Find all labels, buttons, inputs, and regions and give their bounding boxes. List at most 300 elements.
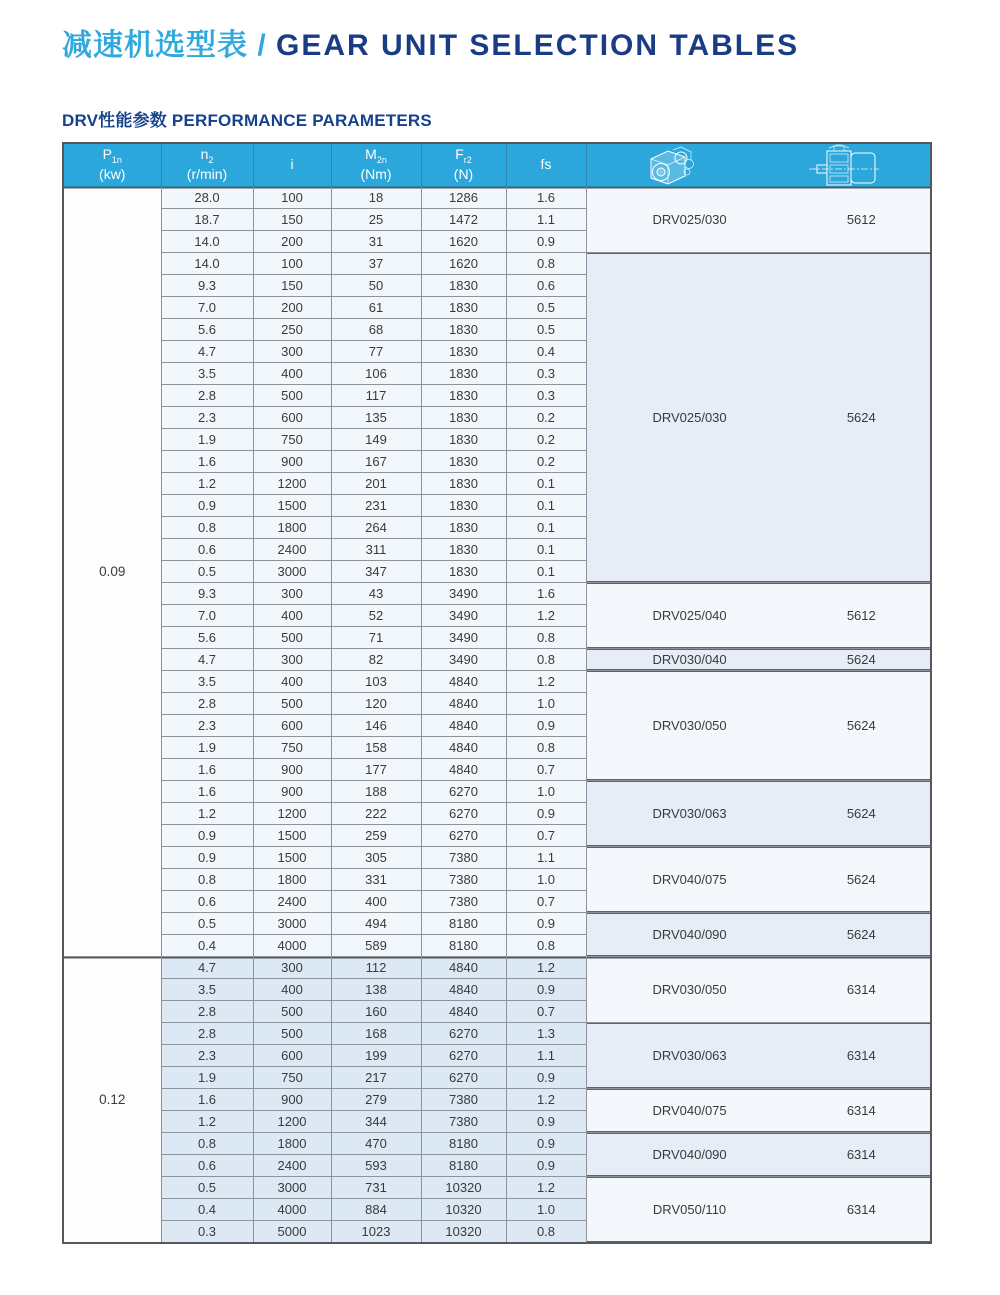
table-cell: 120 bbox=[331, 693, 421, 715]
bearing-number: 5624 bbox=[846, 652, 876, 667]
table-cell: 8180 bbox=[421, 935, 506, 957]
table-cell: 1.6 bbox=[506, 187, 586, 209]
table-cell: 117 bbox=[331, 385, 421, 407]
table-cell: 4.7 bbox=[161, 649, 253, 671]
table-row bbox=[63, 1089, 931, 1111]
table-cell: 500 bbox=[253, 627, 331, 649]
table-cell: 1830 bbox=[421, 539, 506, 561]
header-row bbox=[63, 143, 931, 187]
table-cell: 300 bbox=[253, 957, 331, 979]
table-cell: 1830 bbox=[421, 363, 506, 385]
table-cell: 4840 bbox=[421, 759, 506, 781]
table-cell: 300 bbox=[253, 583, 331, 605]
table-cell: 0.1 bbox=[506, 561, 586, 583]
table-cell: 112 bbox=[331, 957, 421, 979]
section-subtitle: DRV性能参数 PERFORMANCE PARAMETERS bbox=[62, 111, 432, 130]
table-cell: 100 bbox=[253, 253, 331, 275]
table-cell: 1830 bbox=[421, 341, 506, 363]
table-cell: 344 bbox=[331, 1111, 421, 1133]
table-cell: 168 bbox=[331, 1023, 421, 1045]
table-cell: 5.6 bbox=[161, 627, 253, 649]
table-cell: 600 bbox=[253, 715, 331, 737]
bearing-number: 5624 bbox=[846, 718, 876, 733]
model-name: DRV025/030 bbox=[652, 410, 727, 425]
model-bearing-cell bbox=[586, 781, 931, 847]
table-cell: 884 bbox=[331, 1199, 421, 1221]
table-cell: 1830 bbox=[421, 385, 506, 407]
table-row bbox=[63, 1177, 931, 1199]
model-bearing-cell bbox=[586, 583, 931, 649]
table-cell: 0.6 bbox=[161, 539, 253, 561]
table-cell: 1830 bbox=[421, 561, 506, 583]
table-cell: 1620 bbox=[421, 253, 506, 275]
table-cell: 4840 bbox=[421, 693, 506, 715]
table-cell: 177 bbox=[331, 759, 421, 781]
table-cell: 1.2 bbox=[161, 803, 253, 825]
table-cell: 1.0 bbox=[506, 781, 586, 803]
table-cell: 400 bbox=[253, 363, 331, 385]
column-header-p1n: $P_{1n}$ (kw) bbox=[63, 143, 161, 187]
table-cell: 1.6 bbox=[161, 451, 253, 473]
column-header-i: i bbox=[253, 143, 331, 187]
model-name: DRV040/075 bbox=[652, 872, 727, 887]
table-cell: 3.5 bbox=[161, 979, 253, 1001]
table-cell: 0.9 bbox=[506, 1133, 586, 1155]
table-cell: 3000 bbox=[253, 913, 331, 935]
model-bearing-cell bbox=[586, 187, 931, 253]
bearing-number: 6314 bbox=[846, 1103, 876, 1118]
table-cell: 5000 bbox=[253, 1221, 331, 1243]
model-name: DRV030/050 bbox=[652, 718, 727, 733]
table-cell: 1286 bbox=[421, 187, 506, 209]
table-cell: 0.8 bbox=[506, 935, 586, 957]
table-cell: 6270 bbox=[421, 1023, 506, 1045]
model-bearing-cell bbox=[586, 1089, 931, 1133]
table-cell: 200 bbox=[253, 297, 331, 319]
table-cell: 1200 bbox=[253, 803, 331, 825]
table-cell: 167 bbox=[331, 451, 421, 473]
table-row bbox=[63, 671, 931, 693]
model-name: DRV025/030 bbox=[652, 212, 727, 227]
table-cell: 1.6 bbox=[161, 1089, 253, 1111]
table-cell: 0.2 bbox=[506, 451, 586, 473]
table-cell: 82 bbox=[331, 649, 421, 671]
table-cell: 1200 bbox=[253, 473, 331, 495]
table-cell: 1.2 bbox=[506, 605, 586, 627]
table-cell: 106 bbox=[331, 363, 421, 385]
table-cell: 14.0 bbox=[161, 231, 253, 253]
table-cell: 7380 bbox=[421, 847, 506, 869]
model-bearing-cell bbox=[586, 913, 931, 957]
table-cell: 160 bbox=[331, 1001, 421, 1023]
table-cell: 68 bbox=[331, 319, 421, 341]
bearing-number: 5624 bbox=[846, 872, 876, 887]
table-cell: 1200 bbox=[253, 1111, 331, 1133]
model-bearing-cell bbox=[586, 1023, 931, 1089]
table-cell: 149 bbox=[331, 429, 421, 451]
table-cell: 43 bbox=[331, 583, 421, 605]
table-cell: 3490 bbox=[421, 649, 506, 671]
table-cell: 0.8 bbox=[506, 253, 586, 275]
model-name: DRV025/040 bbox=[652, 608, 727, 623]
table-cell: 4.7 bbox=[161, 341, 253, 363]
table-cell: 4840 bbox=[421, 671, 506, 693]
table-cell: 900 bbox=[253, 781, 331, 803]
table-cell: 1.6 bbox=[161, 781, 253, 803]
table-cell: 600 bbox=[253, 407, 331, 429]
column-header-fr2: $F_{r2}$ (N) bbox=[421, 143, 506, 187]
table-cell: 158 bbox=[331, 737, 421, 759]
table-cell: 1830 bbox=[421, 473, 506, 495]
table-cell: 400 bbox=[253, 979, 331, 1001]
model-name: DRV030/040 bbox=[652, 652, 727, 667]
table-cell: 0.9 bbox=[506, 1067, 586, 1089]
bearing-number: 6314 bbox=[846, 1048, 876, 1063]
table-cell: 331 bbox=[331, 869, 421, 891]
table-cell: 3000 bbox=[253, 561, 331, 583]
table-cell: 1830 bbox=[421, 517, 506, 539]
table-cell: 52 bbox=[331, 605, 421, 627]
table-cell: 3490 bbox=[421, 583, 506, 605]
table-cell: 347 bbox=[331, 561, 421, 583]
table-cell: 146 bbox=[331, 715, 421, 737]
table-cell: 400 bbox=[253, 671, 331, 693]
table-cell: 4840 bbox=[421, 979, 506, 1001]
model-name: DRV030/050 bbox=[652, 982, 727, 997]
bearing-number: 5624 bbox=[846, 927, 876, 942]
table-cell: 1.2 bbox=[161, 1111, 253, 1133]
table-cell: 0.5 bbox=[161, 561, 253, 583]
table-cell: 2400 bbox=[253, 1155, 331, 1177]
page-title-chinese: 减速机选型表 / bbox=[62, 29, 277, 62]
table-cell: 0.4 bbox=[161, 935, 253, 957]
column-header-fs: fs bbox=[506, 143, 586, 187]
table-cell: 5.6 bbox=[161, 319, 253, 341]
bearing-number: 5612 bbox=[846, 608, 876, 623]
table-cell: 2.3 bbox=[161, 1045, 253, 1067]
table-cell: 0.9 bbox=[161, 847, 253, 869]
table-cell: 9.3 bbox=[161, 275, 253, 297]
table-cell: 1.1 bbox=[506, 209, 586, 231]
table-row bbox=[63, 1023, 931, 1045]
table-cell: 2.8 bbox=[161, 1001, 253, 1023]
table-cell: 1.6 bbox=[161, 759, 253, 781]
table-cell: 0.9 bbox=[506, 803, 586, 825]
table-cell: 0.6 bbox=[506, 275, 586, 297]
table-cell: 3490 bbox=[421, 605, 506, 627]
table-cell: 0.9 bbox=[161, 825, 253, 847]
table-cell: 201 bbox=[331, 473, 421, 495]
model-bearing-cell bbox=[586, 253, 931, 583]
table-row bbox=[63, 583, 931, 605]
table-cell: 18.7 bbox=[161, 209, 253, 231]
table-cell: 494 bbox=[331, 913, 421, 935]
table-cell: 0.9 bbox=[506, 979, 586, 1001]
table-cell: 0.3 bbox=[506, 363, 586, 385]
column-header-m2n: $M_{2n}$ (Nm) bbox=[331, 143, 421, 187]
table-cell: 0.7 bbox=[506, 759, 586, 781]
bearing-number: 5624 bbox=[846, 806, 876, 821]
table-cell: 4000 bbox=[253, 1199, 331, 1221]
table-cell: 7380 bbox=[421, 891, 506, 913]
table-cell: 6270 bbox=[421, 825, 506, 847]
performance-table bbox=[62, 142, 932, 1244]
table-cell: 7380 bbox=[421, 1111, 506, 1133]
table-cell: 7.0 bbox=[161, 605, 253, 627]
table-cell: 7.0 bbox=[161, 297, 253, 319]
table-row bbox=[63, 957, 931, 979]
table-cell: 231 bbox=[331, 495, 421, 517]
table-cell: 1500 bbox=[253, 825, 331, 847]
table-cell: 4000 bbox=[253, 935, 331, 957]
table-cell: 50 bbox=[331, 275, 421, 297]
table-cell: 1.0 bbox=[506, 869, 586, 891]
table-cell: 217 bbox=[331, 1067, 421, 1089]
table-cell: 0.9 bbox=[506, 231, 586, 253]
table-cell: 9.3 bbox=[161, 583, 253, 605]
table-cell: 0.4 bbox=[161, 1199, 253, 1221]
table-cell: 300 bbox=[253, 649, 331, 671]
table-cell: 3490 bbox=[421, 627, 506, 649]
table-cell: 400 bbox=[331, 891, 421, 913]
table-body bbox=[63, 187, 931, 1243]
table-cell: 150 bbox=[253, 275, 331, 297]
table-cell: 0.8 bbox=[161, 869, 253, 891]
table-row bbox=[63, 913, 931, 935]
bearing-number: 5624 bbox=[846, 410, 876, 425]
table-row bbox=[63, 649, 931, 671]
table-cell: 0.8 bbox=[506, 627, 586, 649]
power-value: 0.12 bbox=[63, 957, 161, 1243]
table-cell: 1.9 bbox=[161, 429, 253, 451]
table-cell: 14.0 bbox=[161, 253, 253, 275]
table-cell: 6270 bbox=[421, 781, 506, 803]
table-cell: 600 bbox=[253, 1045, 331, 1067]
table-cell: 1.0 bbox=[506, 1199, 586, 1221]
table-cell: 0.9 bbox=[506, 715, 586, 737]
column-header-n2: $n_2$ (r/min) bbox=[161, 143, 253, 187]
table-cell: 250 bbox=[253, 319, 331, 341]
table-cell: 311 bbox=[331, 539, 421, 561]
table-cell: 1500 bbox=[253, 495, 331, 517]
table-cell: 500 bbox=[253, 385, 331, 407]
table-cell: 0.9 bbox=[506, 1155, 586, 1177]
table-cell: 900 bbox=[253, 759, 331, 781]
table-cell: 28.0 bbox=[161, 187, 253, 209]
table-cell: 1.2 bbox=[506, 1089, 586, 1111]
table-cell: 0.5 bbox=[506, 319, 586, 341]
table-cell: 0.7 bbox=[506, 891, 586, 913]
model-name: DRV030/063 bbox=[652, 806, 727, 821]
model-name: DRV040/090 bbox=[652, 927, 727, 942]
table-cell: 37 bbox=[331, 253, 421, 275]
table-cell: 0.5 bbox=[161, 1177, 253, 1199]
model-name: DRV030/063 bbox=[652, 1048, 727, 1063]
table-cell: 1800 bbox=[253, 869, 331, 891]
table-cell: 3.5 bbox=[161, 671, 253, 693]
table-cell: 0.6 bbox=[161, 1155, 253, 1177]
table-cell: 4.7 bbox=[161, 957, 253, 979]
table-cell: 264 bbox=[331, 517, 421, 539]
model-bearing-cell bbox=[586, 1133, 931, 1177]
table-cell: 199 bbox=[331, 1045, 421, 1067]
table-cell: 731 bbox=[331, 1177, 421, 1199]
table-cell: 900 bbox=[253, 1089, 331, 1111]
table-cell: 8180 bbox=[421, 1133, 506, 1155]
model-name: DRV040/090 bbox=[652, 1147, 727, 1162]
table-cell: 1830 bbox=[421, 275, 506, 297]
table-cell: 10320 bbox=[421, 1199, 506, 1221]
table-cell: 4840 bbox=[421, 715, 506, 737]
table-cell: 750 bbox=[253, 737, 331, 759]
table-cell: 0.1 bbox=[506, 495, 586, 517]
table-cell: 1.3 bbox=[506, 1023, 586, 1045]
table-cell: 589 bbox=[331, 935, 421, 957]
table-cell: 0.7 bbox=[506, 825, 586, 847]
table-cell: 300 bbox=[253, 341, 331, 363]
model-name: DRV040/075 bbox=[652, 1103, 727, 1118]
table-cell: 7380 bbox=[421, 869, 506, 891]
power-value: 0.09 bbox=[63, 187, 161, 957]
table-cell: 61 bbox=[331, 297, 421, 319]
page-title-english: GEAR UNIT SELECTION TABLES bbox=[276, 29, 800, 62]
page-title bbox=[62, 26, 938, 66]
table-cell: 470 bbox=[331, 1133, 421, 1155]
table-cell: 1830 bbox=[421, 495, 506, 517]
model-bearing-cell bbox=[586, 671, 931, 781]
table-cell: 0.8 bbox=[506, 1221, 586, 1243]
table-cell: 900 bbox=[253, 451, 331, 473]
table-cell: 1.6 bbox=[506, 583, 586, 605]
dimension-drawing-icon bbox=[758, 144, 930, 186]
table-cell: 2.8 bbox=[161, 1023, 253, 1045]
table-cell: 1.1 bbox=[506, 847, 586, 869]
table-cell: 135 bbox=[331, 407, 421, 429]
table-cell: 0.3 bbox=[161, 1221, 253, 1243]
table-header bbox=[63, 143, 931, 187]
table-cell: 8180 bbox=[421, 1155, 506, 1177]
bearing-number: 6314 bbox=[846, 982, 876, 997]
table-cell: 4840 bbox=[421, 1001, 506, 1023]
table-cell: 0.9 bbox=[506, 1111, 586, 1133]
table-cell: 2.3 bbox=[161, 407, 253, 429]
table-cell: 500 bbox=[253, 693, 331, 715]
table-cell: 1.2 bbox=[506, 1177, 586, 1199]
table-cell: 1500 bbox=[253, 847, 331, 869]
table-cell: 4840 bbox=[421, 737, 506, 759]
table-cell: 0.8 bbox=[161, 1133, 253, 1155]
column-header-images bbox=[586, 143, 931, 187]
table-cell: 305 bbox=[331, 847, 421, 869]
table-cell: 0.1 bbox=[506, 473, 586, 495]
table-cell: 1.9 bbox=[161, 737, 253, 759]
table-cell: 188 bbox=[331, 781, 421, 803]
table-row bbox=[63, 781, 931, 803]
table-cell: 0.9 bbox=[161, 495, 253, 517]
model-bearing-cell bbox=[586, 649, 931, 671]
table-cell: 1830 bbox=[421, 451, 506, 473]
model-bearing-cell bbox=[586, 957, 931, 1023]
table-cell: 103 bbox=[331, 671, 421, 693]
table-cell: 1472 bbox=[421, 209, 506, 231]
table-cell: 2400 bbox=[253, 891, 331, 913]
table-cell: 0.5 bbox=[161, 913, 253, 935]
table-cell: 0.9 bbox=[506, 913, 586, 935]
table-cell: 31 bbox=[331, 231, 421, 253]
table-cell: 259 bbox=[331, 825, 421, 847]
table-cell: 6270 bbox=[421, 1045, 506, 1067]
table-cell: 0.1 bbox=[506, 539, 586, 561]
table-cell: 10320 bbox=[421, 1177, 506, 1199]
table-cell: 0.8 bbox=[506, 737, 586, 759]
table-cell: 0.8 bbox=[506, 649, 586, 671]
table-cell: 1.1 bbox=[506, 1045, 586, 1067]
table-cell: 200 bbox=[253, 231, 331, 253]
table-cell: 1023 bbox=[331, 1221, 421, 1243]
table-cell: 500 bbox=[253, 1001, 331, 1023]
table-cell: 1830 bbox=[421, 319, 506, 341]
table-cell: 2.3 bbox=[161, 715, 253, 737]
model-name: DRV050/110 bbox=[652, 1201, 727, 1217]
table-cell: 1.2 bbox=[506, 671, 586, 693]
table-cell: 3.5 bbox=[161, 363, 253, 385]
table-cell: 500 bbox=[253, 1023, 331, 1045]
table-cell: 0.4 bbox=[506, 341, 586, 363]
bearing-number: 5612 bbox=[846, 212, 876, 227]
table-cell: 279 bbox=[331, 1089, 421, 1111]
table-cell: 18 bbox=[331, 187, 421, 209]
table-cell: 4840 bbox=[421, 957, 506, 979]
table-cell: 1830 bbox=[421, 429, 506, 451]
table-cell: 0.2 bbox=[506, 429, 586, 451]
table-row bbox=[63, 847, 931, 869]
table-cell: 3000 bbox=[253, 1177, 331, 1199]
table-cell: 0.5 bbox=[506, 297, 586, 319]
table-cell: 0.1 bbox=[506, 517, 586, 539]
table-cell: 71 bbox=[331, 627, 421, 649]
table-cell: 150 bbox=[253, 209, 331, 231]
table-cell: 0.6 bbox=[161, 891, 253, 913]
table-cell: 8180 bbox=[421, 913, 506, 935]
table-row bbox=[63, 1133, 931, 1155]
table-cell: 222 bbox=[331, 803, 421, 825]
table-row bbox=[63, 253, 931, 275]
table-cell: 1800 bbox=[253, 517, 331, 539]
table-cell: 138 bbox=[331, 979, 421, 1001]
table-cell: 1800 bbox=[253, 1133, 331, 1155]
table-cell: 400 bbox=[253, 605, 331, 627]
table-cell: 1.9 bbox=[161, 1067, 253, 1089]
table-cell: 1.0 bbox=[506, 693, 586, 715]
model-bearing-cell bbox=[586, 1177, 931, 1243]
table-cell: 2.8 bbox=[161, 385, 253, 407]
table-cell: 0.3 bbox=[506, 385, 586, 407]
table-cell: 750 bbox=[253, 429, 331, 451]
table-cell: 77 bbox=[331, 341, 421, 363]
table-cell: 1830 bbox=[421, 407, 506, 429]
table-cell: 1830 bbox=[421, 297, 506, 319]
table-cell: 1.2 bbox=[506, 957, 586, 979]
table-cell: 1620 bbox=[421, 231, 506, 253]
table-cell: 750 bbox=[253, 1067, 331, 1089]
table-cell: 0.2 bbox=[506, 407, 586, 429]
table-cell: 7380 bbox=[421, 1089, 506, 1111]
table-cell: 10320 bbox=[421, 1221, 506, 1243]
bearing-number: 6314 bbox=[846, 1201, 876, 1217]
gearbox-3d-icon bbox=[587, 144, 759, 186]
content-area bbox=[62, 26, 938, 1244]
table-cell: 0.7 bbox=[506, 1001, 586, 1023]
